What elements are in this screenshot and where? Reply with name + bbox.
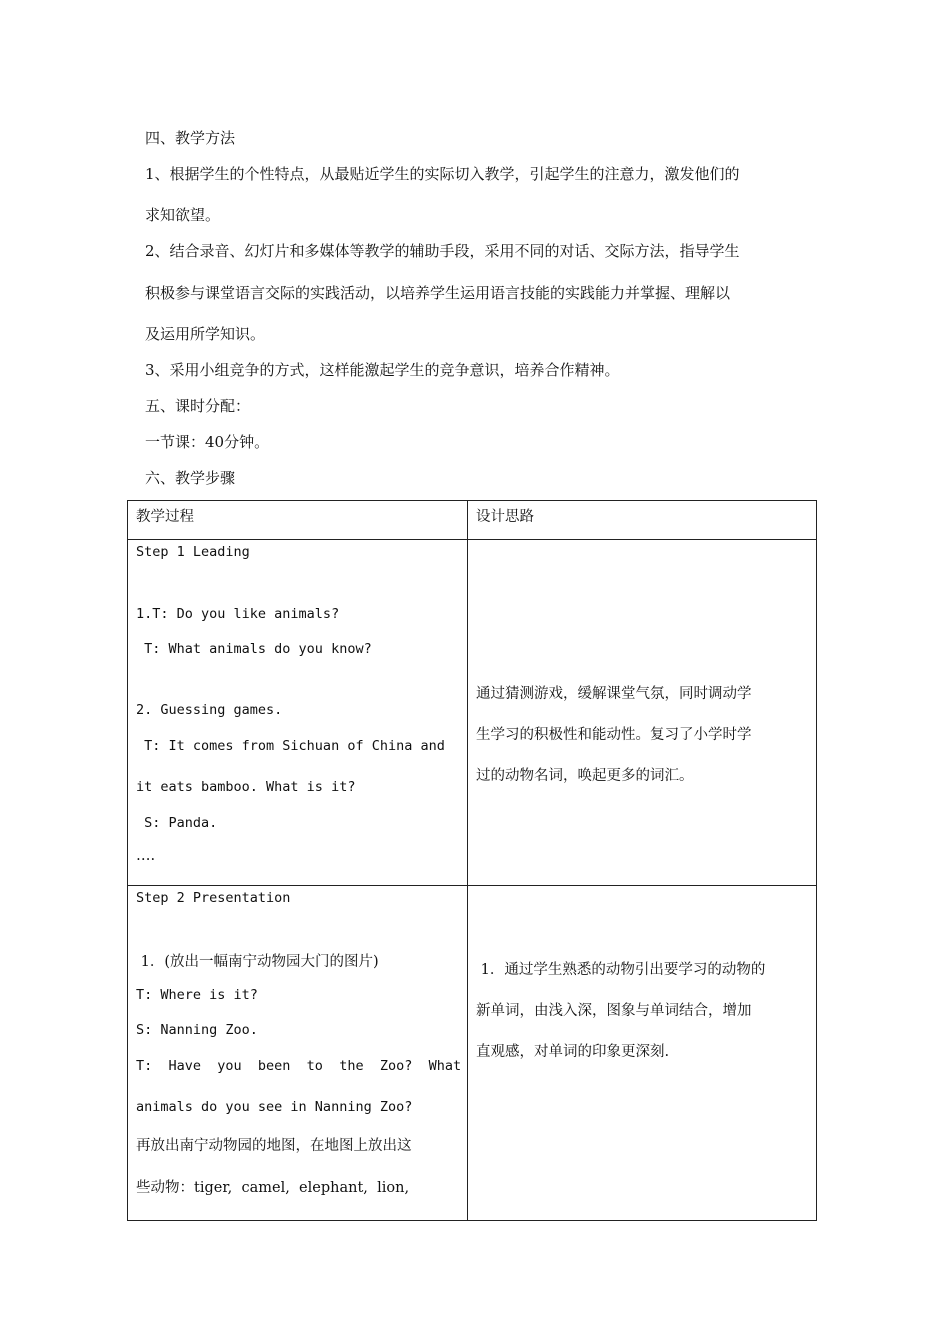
teaching-steps-table <box>127 500 817 1221</box>
method-1-line-2: 求知欲望。 <box>145 206 221 224</box>
step-1-line-2: T: What animals do you know? <box>136 641 372 657</box>
section-4-heading: 四、教学方法 <box>145 129 236 147</box>
method-2-line-3: 及运用所学知识。 <box>145 325 266 343</box>
step-1-ellipsis: …. <box>136 848 156 864</box>
step-2-design-line-3: 直观感，对单词的印象更深刻. <box>476 1044 670 1060</box>
step-1-line-1: 1.T: Do you like animals? <box>136 606 340 622</box>
step-1-design-line-2: 生学习的积极性和能动性。复习了小学时学 <box>476 727 752 743</box>
method-1-line-1: 1、根据学生的个性特点，从最贴近学生的实际切入教学，引起学生的注意力，激发他们的 <box>145 165 740 183</box>
step-2-line-1: 1．(放出一幅南宁动物园大门的图片) <box>136 954 379 970</box>
section-5-content: 一节课：40分钟。 <box>145 433 270 451</box>
table-row-step-2 <box>128 886 817 1221</box>
method-2-line-1: 2、结合录音、幻灯片和多媒体等教学的辅助手段，采用不同的对话、交际方法，指导学生 <box>145 242 740 260</box>
step-2-line-4: T: Have you been to the Zoo? What <box>136 1058 462 1074</box>
step-1-design-line-1: 通过猜测游戏，缓解课堂气氛，同时调动学 <box>476 686 752 702</box>
step-2-design-line-1: 1．通过学生熟悉的动物引出要学习的动物的 <box>476 962 766 978</box>
step-1-design-line-3: 过的动物名词，唤起更多的词汇。 <box>476 768 694 784</box>
step-1-title: Step 1 Leading <box>136 544 250 560</box>
step-2-line-7: 些动物：tiger, camel, elephant, lion, <box>136 1180 410 1196</box>
header-design-thinking: 设计思路 <box>476 509 534 525</box>
method-3: 3、采用小组竞争的方式，这样能激起学生的竞争意识，培养合作精神。 <box>145 361 620 379</box>
step-1-line-3: 2. Guessing games. <box>136 702 283 718</box>
step-1-line-6: S: Panda. <box>136 815 218 831</box>
step-2-line-3: S: Nanning Zoo. <box>136 1022 258 1038</box>
step-2-design-line-2: 新单词，由浅入深，图象与单词结合，增加 <box>476 1003 752 1019</box>
table-header-row <box>128 501 817 540</box>
step-2-line-2: T: Where is it? <box>136 987 258 1003</box>
step-1-line-4: T: It comes from Sichuan of China and <box>136 738 445 754</box>
method-2-line-2: 积极参与课堂语言交际的实践活动，以培养学生运用语言技能的实践能力并掌握、理解以 <box>145 284 731 302</box>
header-teaching-process: 教学过程 <box>136 509 194 525</box>
section-5-heading: 五、课时分配： <box>145 397 251 415</box>
step-2-line-5: animals do you see in Nanning Zoo? <box>136 1099 413 1115</box>
step-1-line-5: it eats bamboo. What is it? <box>136 779 356 795</box>
table-row-step-1 <box>128 540 817 886</box>
step-2-line-6: 再放出南宁动物园的地图，在地图上放出这 <box>136 1138 412 1154</box>
section-6-heading: 六、教学步骤 <box>145 469 236 487</box>
step-2-title: Step 2 Presentation <box>136 890 291 906</box>
